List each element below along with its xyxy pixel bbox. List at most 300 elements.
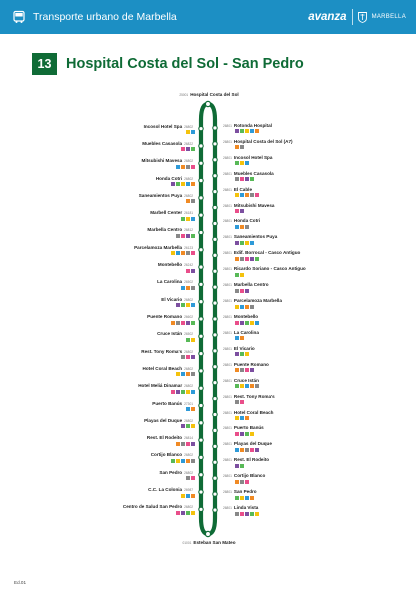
stop-label	[221, 250, 300, 256]
stop-label	[221, 266, 306, 272]
stop-marker	[213, 412, 217, 416]
stop-marker	[213, 365, 217, 369]
connection-chip	[191, 199, 195, 203]
stop-label	[143, 366, 195, 372]
stop-code: 26801	[223, 394, 232, 399]
connection-chips	[171, 459, 195, 463]
connection-chips	[235, 209, 244, 213]
connection-chips	[186, 130, 195, 134]
stop-marker	[199, 126, 203, 130]
connection-chips	[235, 257, 259, 261]
connection-chip	[191, 459, 195, 463]
stop-code: 26801	[223, 251, 232, 256]
stop-name: Playas del Duque	[144, 417, 183, 423]
stop-label	[123, 504, 195, 510]
stop-label	[144, 124, 195, 130]
connection-chip	[171, 182, 175, 186]
connection-chip	[240, 305, 244, 309]
connection-chip	[250, 512, 254, 516]
connection-chips	[235, 512, 259, 516]
stop-code: 26802	[184, 418, 193, 423]
stop-name: El Vicario	[161, 296, 183, 302]
connection-chip	[186, 338, 190, 342]
connection-chip	[250, 432, 254, 436]
connection-chip	[245, 305, 249, 309]
stop-label	[221, 505, 258, 511]
connection-chips	[235, 145, 244, 149]
connection-chips	[171, 321, 195, 325]
connection-chips	[235, 321, 259, 325]
connection-chip	[191, 424, 195, 428]
edition-label: Ed.01	[14, 580, 27, 585]
stop-name: Parcelamoza Marbella	[233, 298, 282, 304]
stop-name: Puerto Banús	[152, 400, 183, 406]
connection-chips	[171, 182, 195, 186]
stop-name: Playas del Duque	[233, 441, 272, 447]
stop-name: Cortijo Blanco	[233, 473, 266, 479]
stop-label	[221, 203, 274, 209]
stop-marker	[213, 142, 217, 146]
stop-marker	[213, 444, 217, 448]
connection-chip	[176, 165, 180, 169]
stop-name: Hotel Coral Beach	[233, 409, 274, 415]
stop-code: 26602	[184, 315, 193, 319]
stop-label	[221, 378, 259, 384]
stop-code: 26987	[184, 488, 193, 493]
connection-chip	[240, 273, 244, 277]
stop-marker	[199, 265, 203, 269]
stop-label	[148, 487, 195, 493]
connection-chip	[235, 432, 239, 436]
connection-chip	[235, 161, 239, 165]
stop-label	[221, 298, 282, 304]
connection-chip	[250, 193, 254, 197]
stop-code: 26801	[223, 171, 232, 176]
connection-chip	[240, 448, 244, 452]
connection-chips	[181, 355, 195, 359]
connection-chip	[186, 199, 190, 203]
connection-chip	[240, 193, 244, 197]
stop-code: 26801	[223, 490, 232, 495]
connection-chips	[235, 193, 259, 197]
stop-code: 27301	[184, 401, 193, 406]
stop-code: 26242	[184, 263, 193, 268]
connection-chip	[171, 251, 175, 255]
stop-code: 26801	[223, 315, 232, 319]
connection-chip	[235, 241, 239, 245]
connection-chip	[245, 368, 249, 372]
connection-chip	[186, 303, 190, 307]
stop-code: 26814	[184, 436, 193, 441]
stop-name: Rest. Tony Roma's	[233, 393, 275, 399]
connection-chip	[191, 147, 195, 151]
stop-marker	[213, 221, 217, 225]
stop-code: 26801	[223, 235, 232, 240]
connection-chip	[245, 225, 249, 229]
connection-chip	[176, 303, 180, 307]
stop-marker	[199, 507, 203, 511]
stop-marker	[213, 508, 217, 512]
stop-marker	[213, 380, 217, 384]
stop-code: 26802	[184, 505, 193, 510]
connection-chip	[245, 352, 249, 356]
stop-name: Montebello	[233, 314, 259, 319]
stop-label	[158, 262, 195, 268]
connection-chip	[250, 177, 254, 181]
stop-name: Rotonda Hospital	[233, 122, 272, 128]
connection-chip	[240, 416, 244, 420]
connection-chips	[181, 286, 195, 290]
connection-chip	[235, 305, 239, 309]
connection-chip	[250, 305, 254, 309]
stop-marker	[199, 421, 203, 425]
stop-marker	[213, 126, 217, 130]
stop-label	[221, 457, 269, 463]
connection-chip	[235, 289, 239, 293]
stop-label	[221, 171, 274, 177]
connection-chips	[235, 400, 244, 404]
terminal-stop-marker	[205, 531, 210, 536]
stop-code: 26801	[223, 330, 232, 335]
stop-label	[161, 297, 195, 303]
stop-code: 26801	[223, 474, 232, 479]
connection-chip	[245, 129, 249, 133]
connection-chip	[176, 372, 180, 376]
terminal-stop-marker	[205, 101, 210, 106]
stop-code: 26802	[184, 193, 193, 198]
connection-chip	[240, 432, 244, 436]
connection-chip	[245, 241, 249, 245]
stop-name: Rest. Tony Roma's	[141, 348, 183, 354]
connection-chip	[250, 384, 254, 388]
stop-label	[138, 383, 195, 389]
connection-chip	[250, 129, 254, 133]
stop-label	[221, 425, 264, 431]
stop-label	[150, 210, 195, 216]
connection-chip	[250, 368, 254, 372]
terminal-stop-label	[0, 540, 416, 546]
connection-chip	[240, 352, 244, 356]
connection-chip	[245, 432, 249, 436]
connection-chip	[255, 448, 259, 452]
stop-code: 26801	[223, 267, 232, 272]
connection-chip	[191, 407, 195, 411]
stop-code: 25001	[179, 93, 189, 97]
connection-chips	[235, 384, 259, 388]
stop-label	[221, 441, 272, 447]
connection-chip	[245, 512, 249, 516]
connection-chip	[176, 390, 180, 394]
connection-chip	[240, 129, 244, 133]
connection-chip	[240, 368, 244, 372]
connection-chip	[181, 321, 185, 325]
connection-chip	[181, 424, 185, 428]
stop-name: Saneamientos Puya	[138, 192, 183, 198]
stop-label	[151, 452, 195, 458]
stop-name: C.C. La Colonia	[148, 487, 183, 493]
connection-chip	[176, 459, 180, 463]
stop-name: San Pedro	[233, 489, 257, 495]
stop-code: 26801	[223, 506, 232, 511]
stop-marker	[199, 144, 203, 148]
connection-chips	[181, 217, 195, 221]
stop-name: Honda Cotri	[155, 175, 183, 181]
connection-chips	[171, 251, 195, 255]
stop-label	[157, 331, 195, 337]
connection-chip	[255, 129, 259, 133]
connection-chip	[235, 177, 239, 181]
connection-chips	[235, 177, 254, 181]
stop-code: 01001	[182, 541, 192, 545]
connection-chip	[176, 321, 180, 325]
connection-chip	[186, 217, 190, 221]
stop-code: 26801	[223, 123, 232, 128]
connection-chip	[181, 217, 185, 221]
stop-label	[157, 279, 195, 285]
connection-chip	[250, 448, 254, 452]
connection-chips	[235, 161, 249, 165]
stop-marker	[199, 317, 203, 321]
connection-chip	[235, 512, 239, 516]
connection-chip	[245, 161, 249, 165]
connection-chip	[181, 147, 185, 151]
stop-name: Rest. El Rodeito	[233, 457, 270, 463]
stop-marker	[199, 299, 203, 303]
stop-marker	[199, 334, 203, 338]
connection-chip	[181, 459, 185, 463]
stop-code: 26802	[184, 453, 193, 458]
stop-name: Mitsubishi Mavesa	[233, 202, 275, 208]
connection-chip	[235, 368, 239, 372]
connection-chips	[171, 390, 195, 394]
connection-chips	[235, 448, 259, 452]
connection-chip	[191, 442, 195, 446]
connection-chips	[176, 511, 195, 515]
connection-chip	[191, 217, 195, 221]
connection-chip	[235, 352, 239, 356]
connection-chip	[171, 390, 175, 394]
stop-code: 26801	[223, 362, 232, 367]
connection-chip	[235, 257, 239, 261]
stop-name: Muebles Casasola	[233, 170, 274, 176]
stop-marker	[213, 317, 217, 321]
connection-chip	[250, 241, 254, 245]
stop-code: 26801	[223, 299, 232, 304]
connection-chip	[191, 286, 195, 290]
connection-chip	[240, 480, 244, 484]
stop-code: 26801	[223, 155, 232, 160]
connection-chip	[191, 130, 195, 134]
connection-chip	[181, 390, 185, 394]
stop-name: La Carolina	[157, 279, 183, 285]
stop-marker	[199, 455, 203, 459]
connection-chip	[186, 424, 190, 428]
connection-chips	[176, 234, 195, 238]
connection-chip	[245, 193, 249, 197]
stop-name: Cruce Istán	[233, 377, 259, 383]
stop-name: Cortijo Blanco	[150, 452, 183, 458]
connection-chip	[181, 286, 185, 290]
stop-label	[221, 330, 259, 336]
connection-chips	[186, 199, 195, 203]
connection-chip	[240, 384, 244, 388]
connection-chip	[255, 512, 259, 516]
stop-code: 26502	[184, 332, 193, 337]
connection-chip	[181, 372, 185, 376]
connection-chips	[235, 336, 244, 340]
connection-chip	[191, 269, 195, 273]
connection-chip	[176, 511, 180, 515]
connection-chip	[245, 448, 249, 452]
connection-chip	[181, 511, 185, 515]
stop-label	[221, 139, 293, 145]
stop-label	[221, 314, 258, 320]
stop-marker	[213, 333, 217, 337]
connection-chip	[235, 225, 239, 229]
connection-chips	[181, 147, 195, 151]
stop-code: 26801	[223, 283, 232, 288]
stop-marker	[213, 269, 217, 273]
stop-name: Honda Cotri	[233, 218, 261, 224]
connection-chip	[250, 496, 254, 500]
stop-code: 26802	[184, 470, 193, 475]
stop-label	[159, 470, 195, 476]
stop-label	[221, 218, 260, 224]
stop-marker	[199, 369, 203, 373]
connection-chips	[235, 305, 254, 309]
stop-code: 26812	[184, 228, 193, 233]
connection-chip	[186, 407, 190, 411]
stop-marker	[199, 213, 203, 217]
connection-chip	[235, 129, 239, 133]
connection-chip	[171, 321, 175, 325]
connection-chip	[176, 234, 180, 238]
connection-chips	[235, 129, 259, 133]
stop-marker	[213, 428, 217, 432]
stop-name: Incosol Hotel Spa	[233, 154, 273, 160]
stop-marker	[213, 237, 217, 241]
connection-chip	[240, 177, 244, 181]
connection-chip	[186, 511, 190, 515]
stop-code: 26801	[223, 378, 232, 383]
stop-name: El Vicario	[233, 345, 255, 351]
stop-name: Ricardo Soriano - Casco Antiguo	[233, 266, 306, 272]
stop-name: Mitsubishi Mavesa	[141, 158, 183, 164]
connection-chip	[235, 321, 239, 325]
stop-name: Centro de Salud San Pedro	[122, 504, 183, 510]
stop-name: Rest. El Rodeito	[146, 435, 183, 441]
stop-marker	[199, 178, 203, 182]
stop-label	[144, 418, 195, 424]
stop-label	[221, 123, 272, 129]
connection-chip	[191, 338, 195, 342]
connection-chips	[186, 338, 195, 342]
header-title: Transporte urbano de Marbella	[33, 11, 177, 23]
connection-chip	[186, 130, 190, 134]
connection-chip	[186, 355, 190, 359]
stop-code: 26801	[223, 346, 232, 351]
connection-chip	[191, 390, 195, 394]
connection-chip	[191, 234, 195, 238]
stop-code: 26502	[184, 280, 193, 285]
connection-chip	[235, 273, 239, 277]
connection-chips	[181, 424, 195, 428]
stop-label	[147, 435, 195, 441]
connection-chips	[176, 442, 195, 446]
connection-chip	[235, 193, 239, 197]
stop-name: Parcelamoza Marbella	[134, 244, 183, 250]
connection-chip	[186, 494, 190, 498]
stop-code: 26802	[184, 176, 193, 181]
connection-chip	[245, 257, 249, 261]
connection-chips	[235, 273, 244, 277]
connection-chip	[186, 321, 190, 325]
connection-chip	[186, 147, 190, 151]
connection-chip	[191, 303, 195, 307]
connection-chip	[191, 321, 195, 325]
stop-code: 26801	[223, 203, 232, 208]
stop-label	[142, 158, 195, 164]
stop-name: La Carolina	[233, 329, 259, 335]
stop-marker	[199, 351, 203, 355]
stop-name: Puente Romano	[233, 361, 269, 367]
connection-chip	[240, 225, 244, 229]
stop-marker	[213, 189, 217, 193]
stop-marker	[199, 403, 203, 407]
stop-marker	[213, 174, 217, 178]
stop-marker	[199, 230, 203, 234]
stop-code: 26801	[223, 458, 232, 463]
stop-name: Marbella Centro	[147, 227, 183, 233]
stop-label	[139, 193, 195, 199]
connection-chip	[245, 321, 249, 325]
connection-chip	[186, 442, 190, 446]
stop-code: 26801	[223, 442, 232, 447]
stop-label	[221, 489, 257, 495]
stop-marker	[199, 161, 203, 165]
stop-name: Puente Romano	[147, 314, 183, 319]
connection-chips	[186, 476, 195, 480]
connection-chips	[235, 432, 254, 436]
connection-chip	[235, 400, 239, 404]
connection-chip	[181, 355, 185, 359]
connection-chip	[250, 321, 254, 325]
stop-label	[156, 176, 195, 182]
line-number-badge: 13	[32, 53, 57, 75]
connection-chip	[191, 251, 195, 255]
connection-chips	[176, 372, 195, 376]
connection-chip	[235, 384, 239, 388]
stop-label	[147, 227, 195, 233]
connection-chip	[181, 303, 185, 307]
stop-code: 26802	[184, 384, 193, 389]
connection-chip	[186, 165, 190, 169]
connection-chip	[176, 251, 180, 255]
stop-code: 26801	[223, 139, 232, 144]
stop-code: 26802	[184, 124, 193, 129]
stop-label	[221, 282, 269, 288]
avanza-logo: avanza	[308, 11, 347, 23]
stop-label	[221, 346, 255, 352]
connection-chip	[240, 400, 244, 404]
connection-chip	[191, 165, 195, 169]
connection-chip	[191, 511, 195, 515]
connection-chip	[181, 182, 185, 186]
connection-chip	[186, 269, 190, 273]
connection-chip	[191, 182, 195, 186]
stop-label	[152, 401, 195, 407]
stop-name: Esteban San Mateo	[193, 540, 236, 545]
